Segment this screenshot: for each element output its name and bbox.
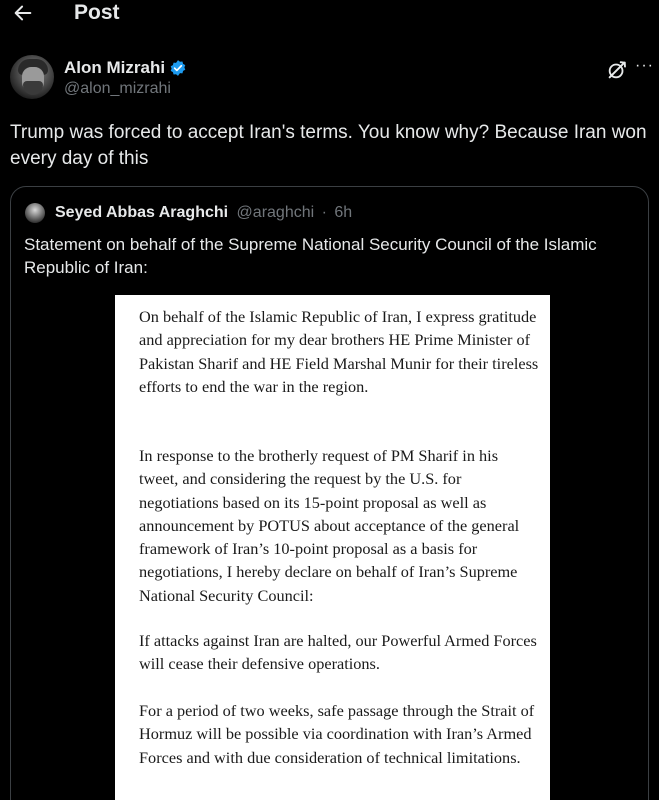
- quoted-header: [55, 204, 352, 222]
- verified-badge-icon: [169, 59, 187, 77]
- author-name[interactable]: Alon Mizrahi: [64, 58, 166, 77]
- separator-dot: ·: [321, 204, 327, 221]
- post-text: Trump was forced to accept Iran's terms. You know why? Because Iran won every day of this: [10, 122, 647, 169]
- back-button[interactable]: [10, 0, 36, 26]
- author-name-row[interactable]: [64, 58, 187, 78]
- arrow-left-icon: [12, 2, 34, 24]
- top-bar: [0, 0, 659, 28]
- more-options-icon[interactable]: ···: [635, 57, 654, 74]
- document-paragraph-2: In response to the brotherly request of PM Sharif in his tweet, and considering the request by the U.S. for negotiations based on its 15-point proposal as well as announcement by POTUS about acceptance of the general framework of Iran’s 10-point proposal as a basis for negotiations, I hereby declare on behalf of Iran’s Supreme National Security Council:: [139, 446, 520, 605]
- page-title: Post: [74, 1, 120, 24]
- quoted-avatar[interactable]: [25, 203, 45, 223]
- quoted-timestamp[interactable]: 6h: [334, 204, 353, 221]
- author-handle[interactable]: @alon_mizrahi: [64, 80, 171, 97]
- document-paragraph-3: If attacks against Iran are halted, our Powerful Armed Forces will cease their defensive operations.: [139, 631, 537, 674]
- quoted-post[interactable]: [10, 186, 649, 800]
- grok-icon[interactable]: [606, 59, 628, 81]
- statement-document-image[interactable]: [115, 295, 550, 800]
- document-paragraph-4: For a period of two weeks, safe passage through the Strait of Hormuz will be possible via coordination with Iran’s Armed Forces and with due consideration of technical limitations.: [139, 701, 535, 767]
- quoted-author-name[interactable]: Seyed Abbas Araghchi: [55, 204, 229, 221]
- quoted-text: Statement on behalf of the Supreme National Security Council of the Islamic Republic of Iran:: [24, 235, 597, 277]
- quoted-author-handle[interactable]: @araghchi: [236, 204, 315, 221]
- document-paragraph-1: On behalf of the Islamic Republic of Iran, I express gratitude and appreciation for my dear brothers HE Prime Minister of Pakistan Sharif and HE Field Marshal Munir for their tireless efforts to end the war in the region.: [139, 307, 539, 396]
- post-author: [10, 55, 654, 101]
- avatar[interactable]: [10, 55, 54, 99]
